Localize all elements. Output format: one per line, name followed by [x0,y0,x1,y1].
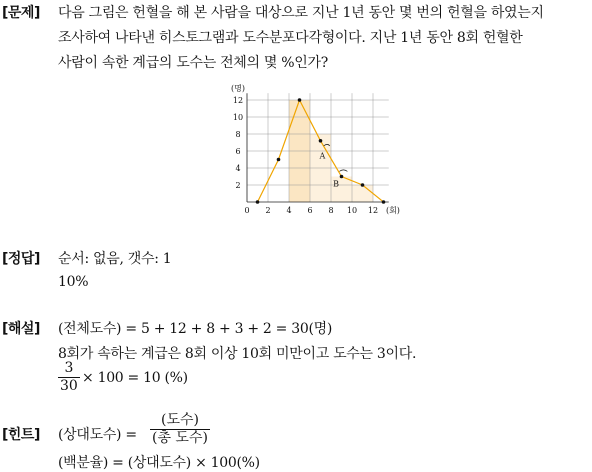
explanation-line-1: (전체도수) = 5 + 12 + 8 + 3 + 2 = 30(명) [58,321,333,337]
hint-fraction-numerator: (도수) [150,412,210,430]
problem-line-3: 사람이 속한 계급의 도수는 전체의 몇 %인가? [58,55,328,71]
y-tick-label: 4 [235,164,241,173]
problem-line-1: 다음 그림은 헌혈을 해 본 사람을 대상으로 지난 1년 동안 몇 번의 헌혈을 하였는지 [58,5,544,21]
hint-lhs: (상대도수) = [58,427,137,443]
frequency-polygon-point [256,200,260,204]
hint-tag: [힌트] [2,427,40,443]
x-tick-label: 10 [346,206,358,215]
problem-tag: [문제] [2,5,40,21]
x-tick-label: 2 [265,206,271,215]
frequency-polygon-point [277,158,281,162]
explanation-tag: [해설] [2,321,40,337]
hint-fraction-denominator: (총 도수) [152,430,208,446]
answer-tag: [정답] [2,251,40,267]
histogram-bar [352,185,373,202]
y-tick-label: 8 [235,130,241,139]
annotation-b-mark [339,170,347,172]
explanation-line-3: × 100 = 10 (%) [82,370,188,386]
answer-line-1: 순서: 없음, 갯수: 1 [58,251,172,267]
x-tick-label: 12 [367,206,379,215]
explanation-line-2: 8회가 속하는 계급은 8회 이상 10회 미만이고 도수는 3이다. [58,346,417,362]
hint-fraction [150,412,210,447]
frequency-polygon-point [340,175,344,179]
y-axis-label: (명) [231,84,245,94]
x-tick-label: 8 [328,206,334,215]
x-tick-label: 0 [244,206,250,215]
explanation-fraction [58,360,80,395]
annotation-a-label: A [319,151,326,161]
y-tick-label: 6 [235,147,241,156]
x-tick-label: 4 [286,206,292,215]
answer-line-2: 10% [58,274,89,290]
frequency-polygon-point [361,183,365,187]
y-tick-label: 10 [232,113,244,122]
x-tick-label: 6 [307,206,313,215]
explanation-fraction-numerator: 3 [58,360,80,378]
x-axis-label: (회) [385,206,400,215]
problem-line-2: 조사하여 나타낸 히스토그램과 도수분포다각형이다. 지난 1년 동안 8회 헌혈한 [58,30,523,46]
frequency-polygon-point [319,139,323,143]
explanation-fraction-denominator: 30 [60,378,78,394]
y-tick-label: 12 [232,96,244,105]
frequency-polygon-point [382,200,386,204]
histogram-polygon-chart [220,70,410,215]
hint-line-2: (백분율) = (상대도수) × 100(%) [58,455,260,471]
annotation-b-label: B [333,179,339,189]
y-tick-label: 2 [235,181,241,190]
frequency-polygon-point [298,98,302,102]
